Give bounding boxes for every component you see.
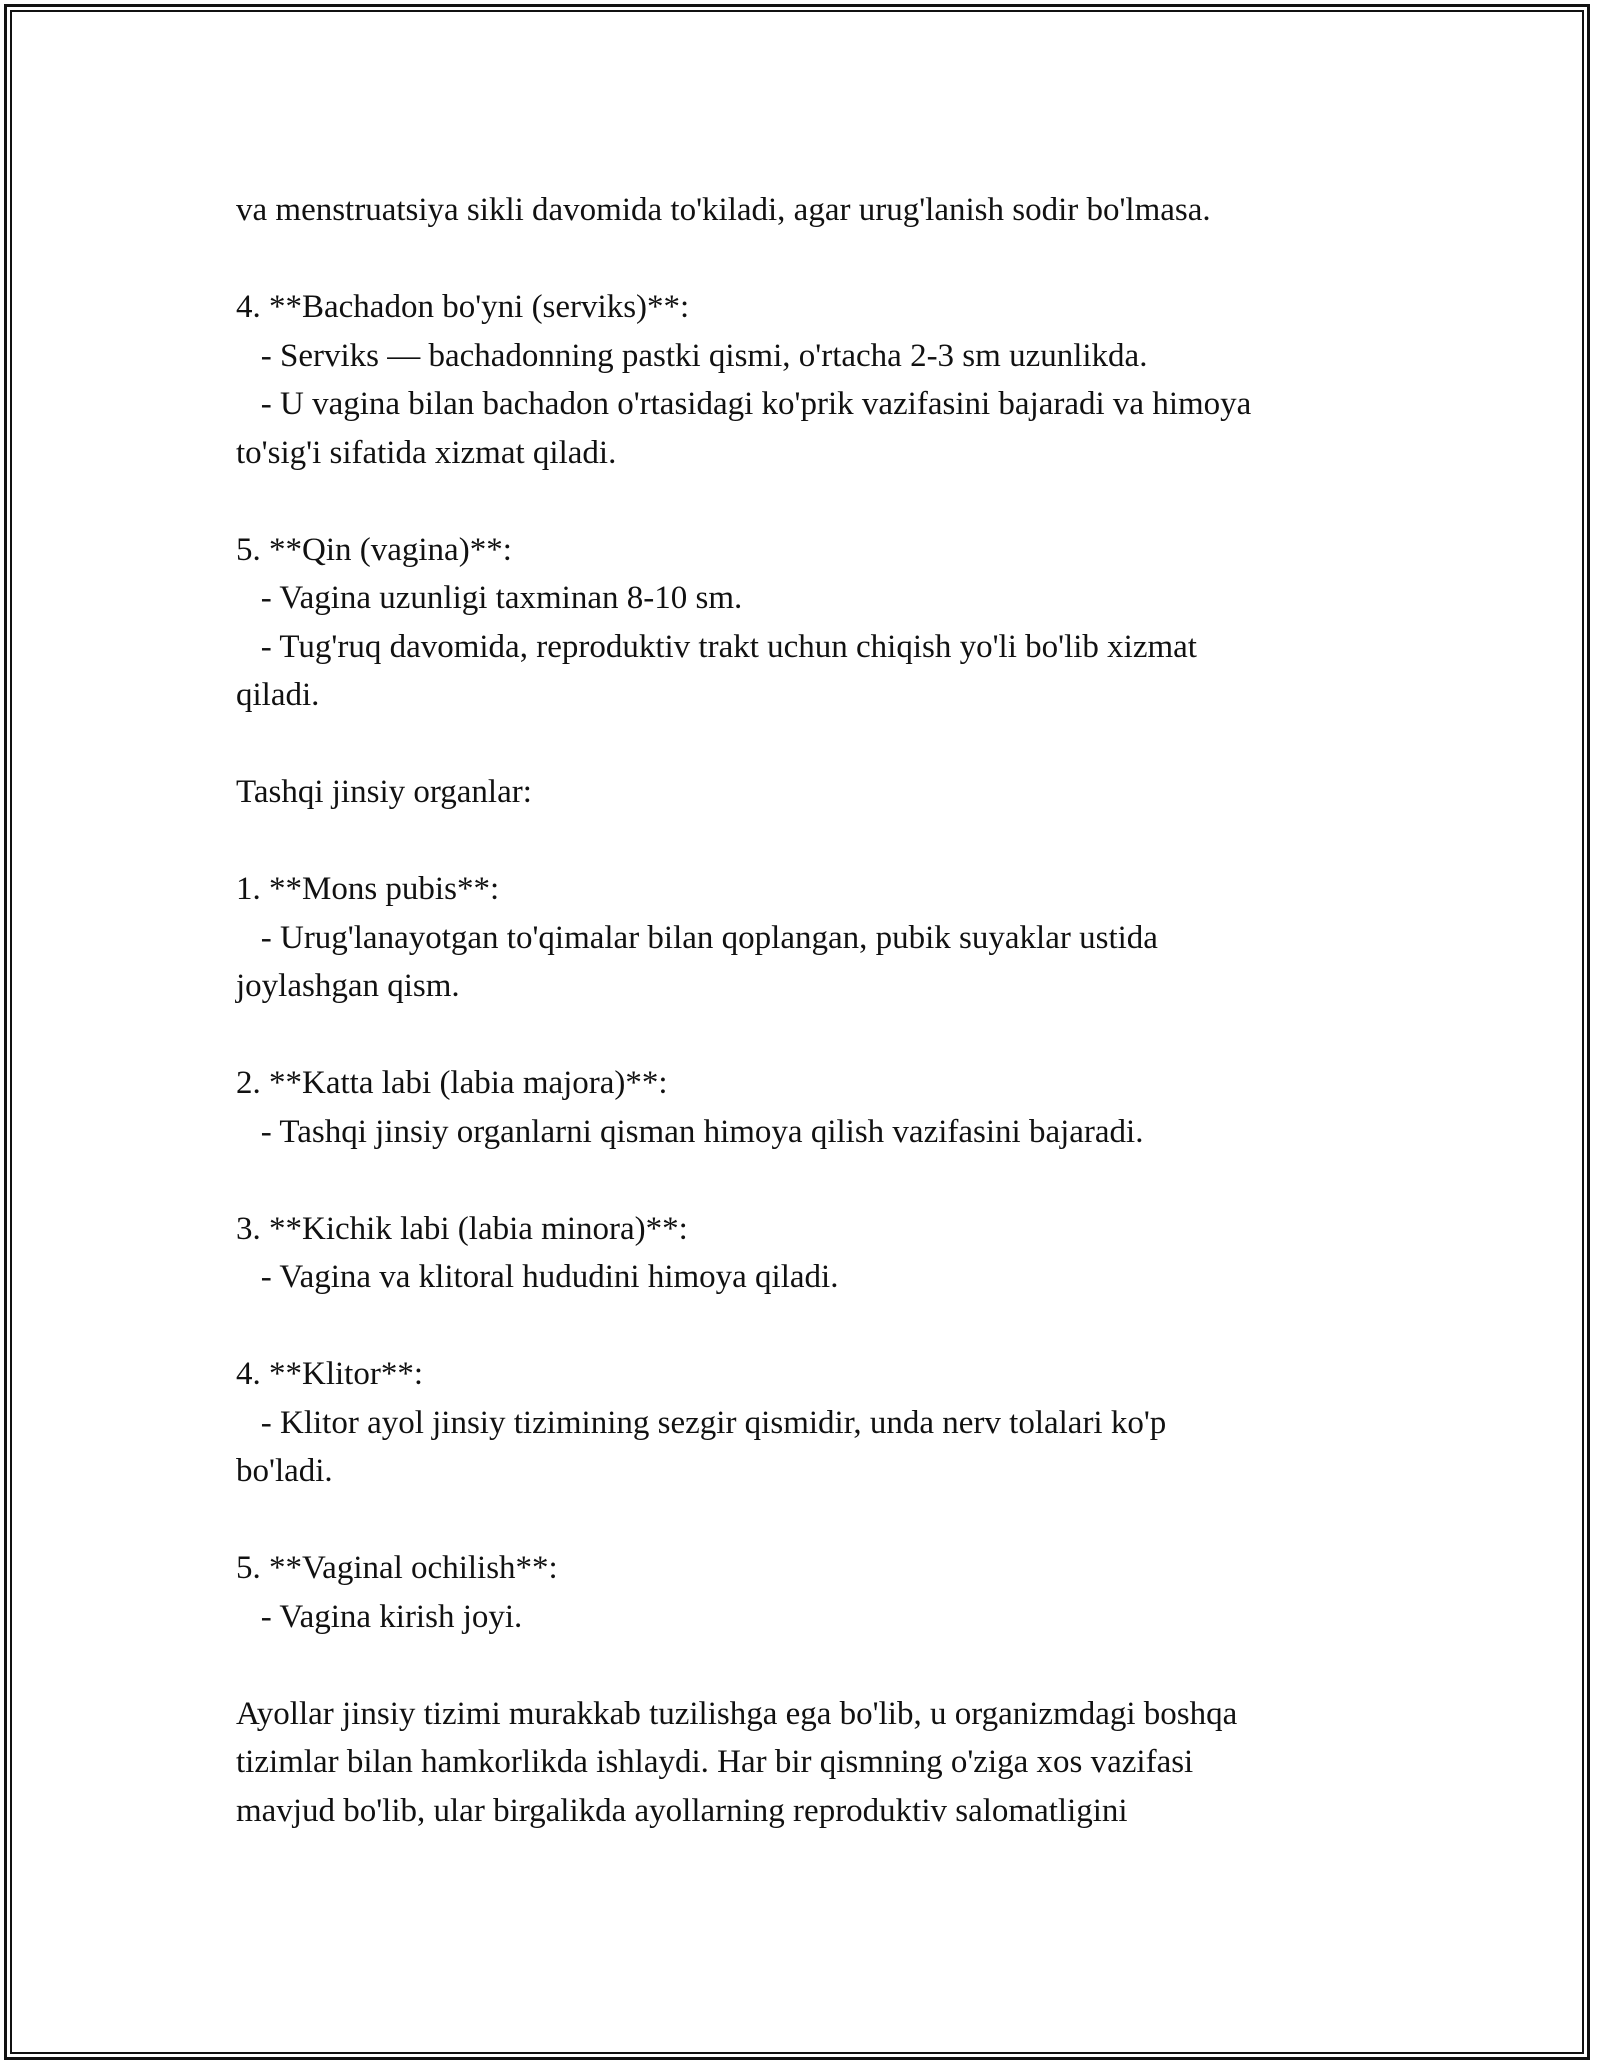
text-line: joylashgan qism.	[236, 968, 460, 1004]
blank-line	[236, 1302, 1396, 1351]
blank-line	[236, 1641, 1396, 1690]
bullet-line: - Urug'lanayotgan to'qimalar bilan qoplangan, pubik suyaklar ustida	[236, 919, 1158, 956]
bullet-line: - Vagina uzunligi taxminan 8-10 sm.	[236, 580, 743, 616]
text-line: qiladi.	[236, 677, 320, 713]
blank-line	[236, 1496, 1396, 1545]
bullet-line: - Klitor ayol jinsiy tizimining sezgir qismidir, unda nerv tolalari ko'p	[236, 1404, 1167, 1441]
text-line: va menstruatsiya sikli davomida to'kiladi, agar urug'lanish sodir bo'lmasa.	[236, 192, 1211, 228]
text-line: to'sig'i sifatida xizmat qiladi.	[236, 434, 617, 471]
bullet-line: - Serviks — bachadonning pastki qismi, o'rtacha 2-3 sm uzunlikda.	[236, 337, 1148, 374]
paragraph-line: mavjud bo'lib, ular birgalikda ayollarning reproduktiv salomatligini	[236, 1792, 1128, 1829]
bullet-line: - Vagina va klitoral hududini himoya qiladi.	[236, 1259, 839, 1295]
section-heading: 4. **Bachadon bo'yni (serviks)**:	[236, 289, 690, 325]
section-heading: 5. **Qin (vagina)**:	[236, 531, 512, 568]
section-heading: 2. **Katta labi (labia majora)**:	[236, 1065, 668, 1101]
section-heading: 5. **Vaginal ochilish**:	[236, 1550, 558, 1586]
blank-line	[236, 477, 1396, 526]
blank-line	[236, 720, 1396, 769]
bullet-line: - U vagina bilan bachadon o'rtasidagi ko'prik vazifasini bajaradi va himoya	[236, 386, 1252, 422]
paragraph-line: Ayollar jinsiy tizimi murakkab tuzilishga ega bo'lib, u organizmdagi boshqa	[236, 1695, 1238, 1732]
blank-line	[236, 1011, 1396, 1060]
paragraph-line: tizimlar bilan hamkorlikda ishlaydi. Har bir qismning o'ziga xos vazifasi	[236, 1744, 1194, 1780]
bullet-line: - Tug'ruq davomida, reproduktiv trakt uchun chiqish yo'li bo'lib xizmat	[236, 628, 1197, 665]
section-heading: 1. **Mons pubis**:	[236, 871, 500, 907]
document-body	[236, 186, 1396, 1835]
blank-line	[236, 817, 1396, 866]
bullet-line: - Tashqi jinsiy organlarni qisman himoya qilish vazifasini bajaradi.	[236, 1113, 1144, 1150]
blank-line	[236, 235, 1396, 284]
text-line: bo'ladi.	[236, 1453, 333, 1489]
bullet-line: - Vagina kirish joyi.	[236, 1598, 523, 1635]
section-heading: 4. **Klitor**:	[236, 1356, 423, 1392]
subsection-title: Tashqi jinsiy organlar:	[236, 774, 532, 810]
blank-line	[236, 1156, 1396, 1205]
section-heading: 3. **Kichik labi (labia minora)**:	[236, 1210, 688, 1247]
